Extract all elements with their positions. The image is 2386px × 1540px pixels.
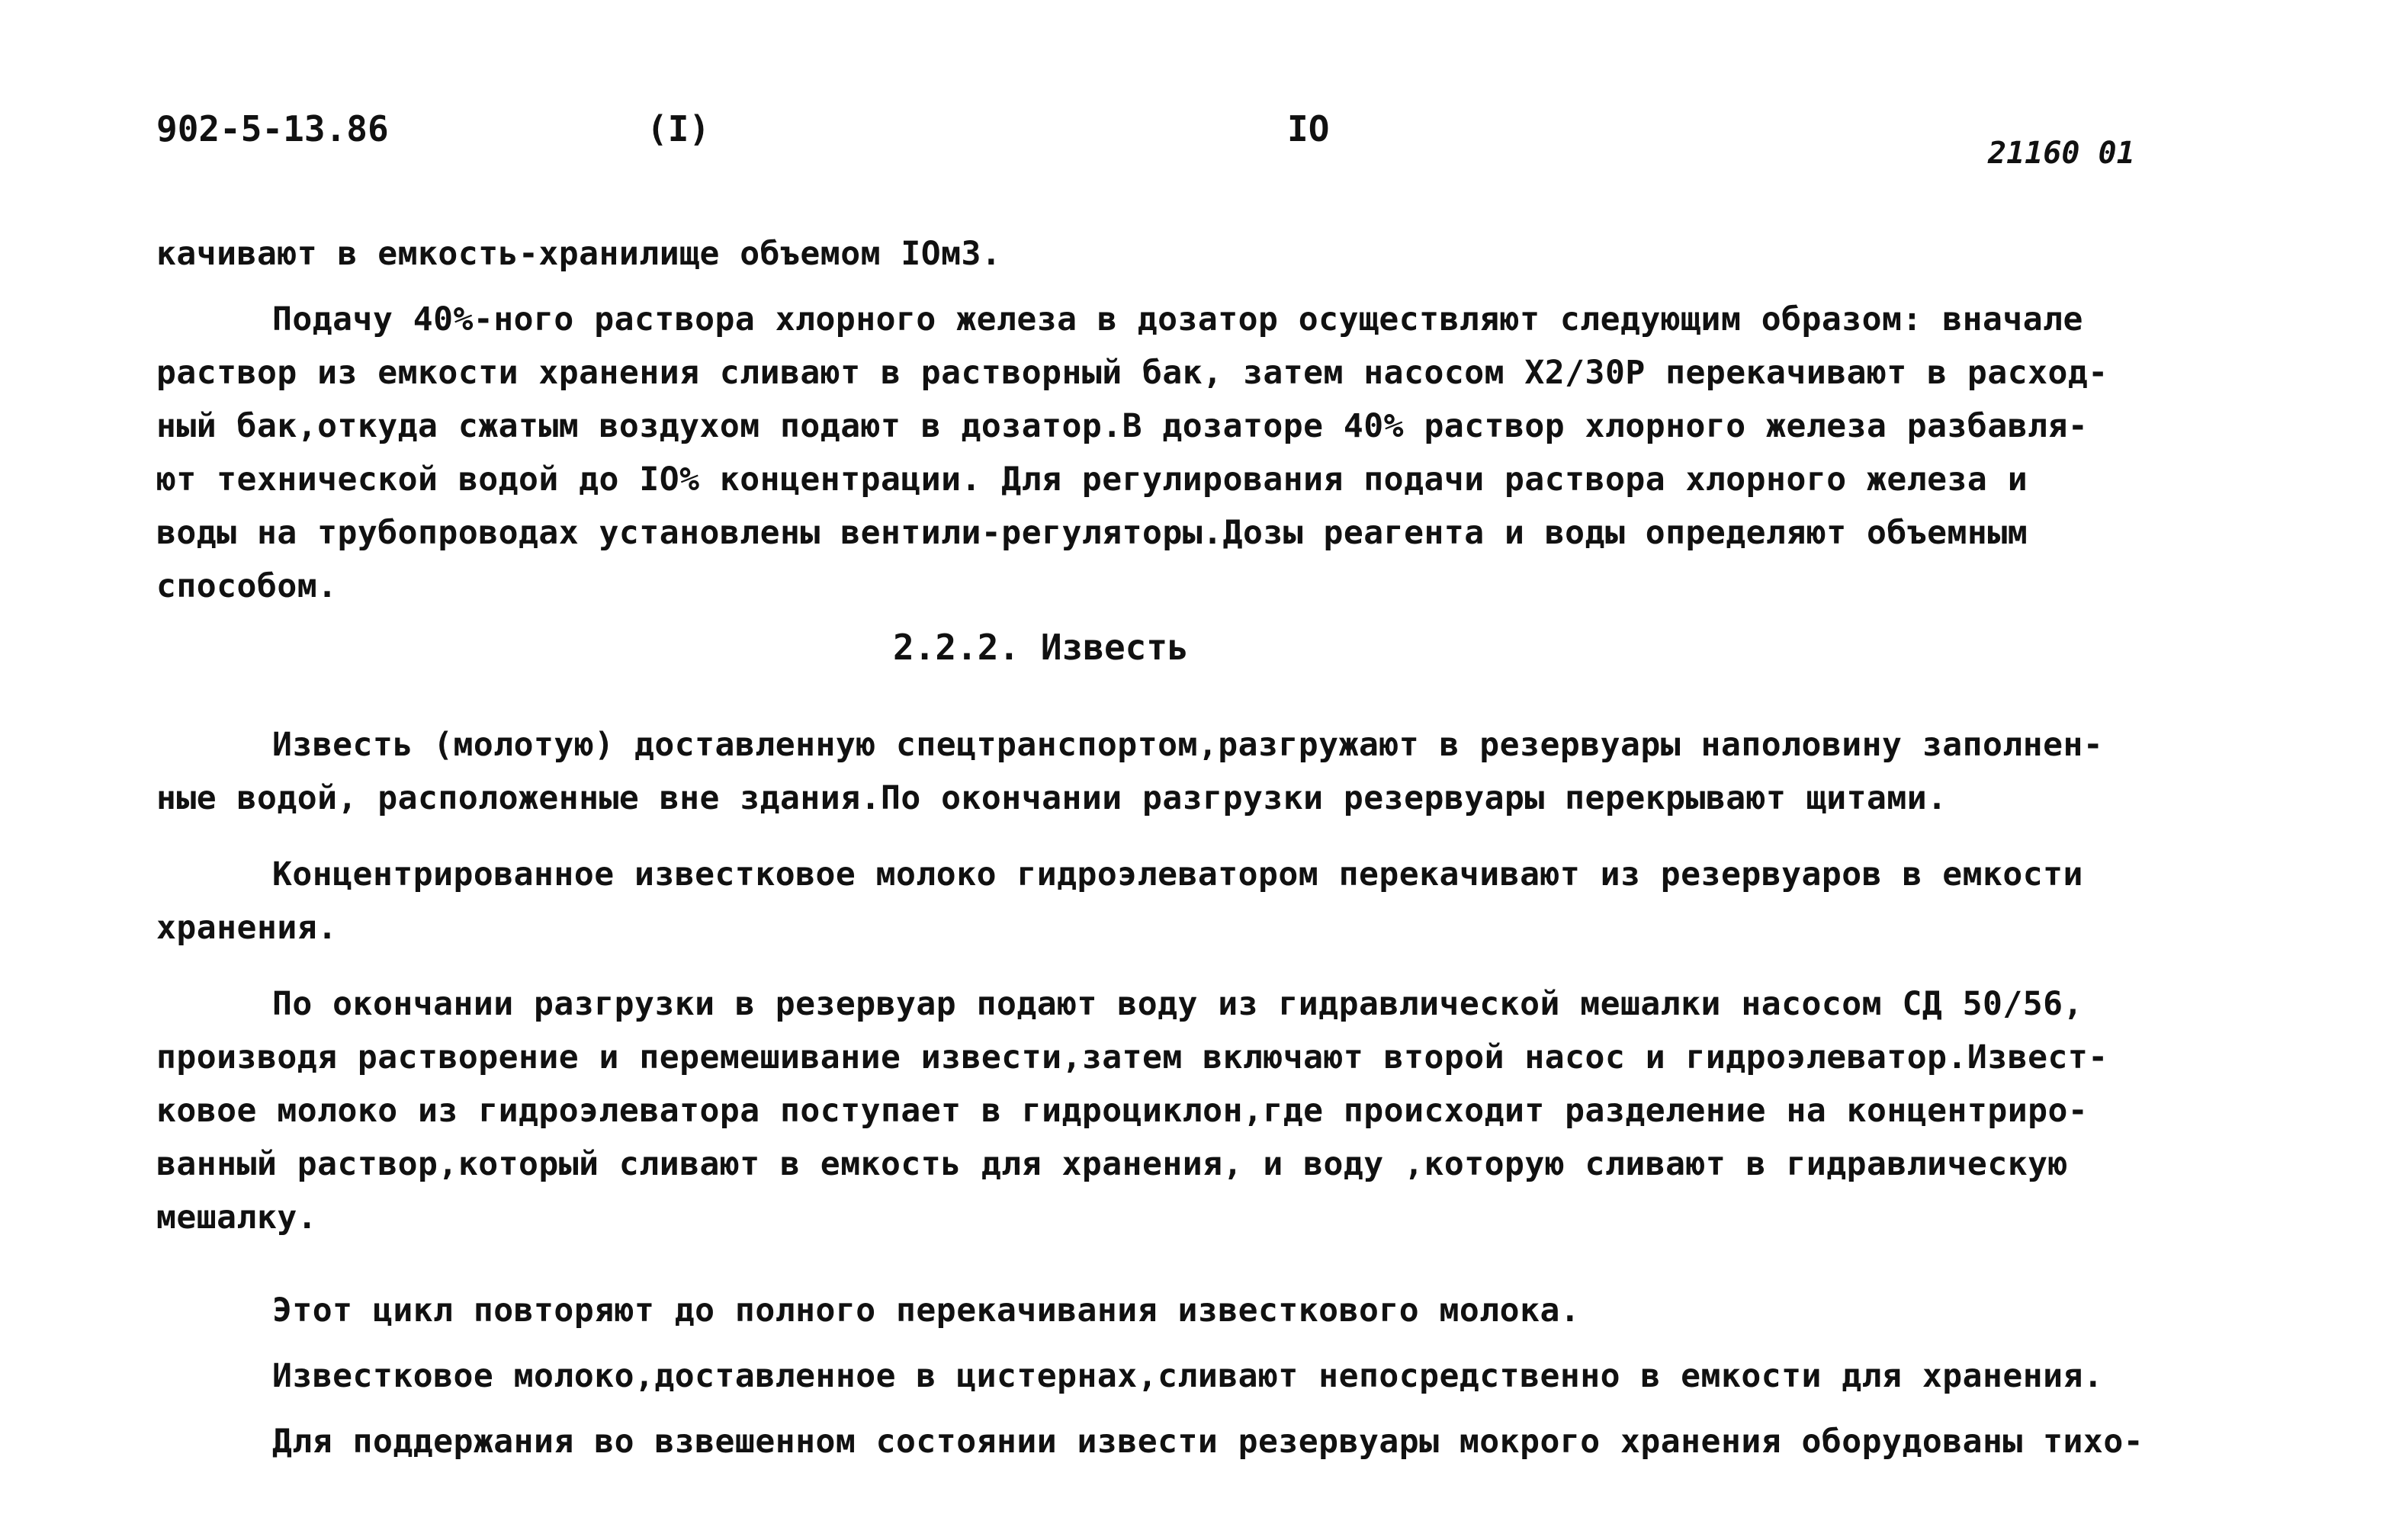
paragraph-5-line: производя растворение и перемешивание извести,затем включают второй насос и гидроэлеватор.Извест- bbox=[156, 1038, 2108, 1076]
paragraph-3-line: ные водой, расположенные вне здания.По окончании разгрузки резервуары перекрывают щитами. bbox=[156, 779, 1948, 817]
paragraph-5-line: ванный раствор,который сливают в емкость для хранения, и воду ,которую сливают в гидравлическую bbox=[156, 1145, 2068, 1183]
paragraph-6-line: Этот цикл повторяют до полного перекачивания известкового молока. bbox=[272, 1291, 1581, 1330]
paragraph-8 bbox=[156, 1415, 2261, 1468]
paragraph-2-line: Подачу 40%-ного раствора хлорного железа в дозатор осуществляют следующим образом: вначале bbox=[272, 300, 2083, 338]
inventory-number: 21160 01 bbox=[1988, 136, 2135, 171]
paragraph-2-line: ют технической водой до IO% концентрации. Для регулирования подачи раствора хлорного железа и bbox=[156, 460, 2028, 499]
paragraph-4-line: хранения. bbox=[156, 909, 338, 947]
paragraph-5-line: По окончании разгрузки в резервуар подают воду из гидравлической мешалки насосом СД 50/56, bbox=[272, 985, 2083, 1023]
paragraph-5 bbox=[156, 977, 2261, 1244]
page-number: IO bbox=[1287, 108, 1330, 149]
paragraph-4-line: Концентрированное известковое молоко гидроэлеватором перекачивают из резервуаров в емкости bbox=[272, 855, 2083, 894]
paragraph-6 bbox=[156, 1284, 2261, 1337]
section-heading: 2.2.2. Известь bbox=[893, 627, 1189, 668]
paragraph-5-line: мешалку. bbox=[156, 1198, 318, 1237]
paragraph-2-line: ный бак,откуда сжатым воздухом подают в дозатор.В дозаторе 40% раствор хлорного железа разбавля- bbox=[156, 407, 2089, 445]
paragraph-2-line: способом. bbox=[156, 567, 338, 605]
document-code: 902-5-13.86 bbox=[156, 108, 389, 149]
paragraph-2 bbox=[156, 293, 2261, 613]
paragraph-3-line: Известь (молотую) доставленную спецтранспортом,разгружают в резервуары наполовину заполнен- bbox=[272, 726, 2104, 764]
paragraph-2-line: воды на трубопроводах установлены вентили-регуляторы.Дозы реагента и воды определяют объемным bbox=[156, 514, 2028, 552]
body-text bbox=[156, 227, 2261, 1468]
part-number: (I) bbox=[647, 108, 711, 149]
paragraph-7-line: Известковое молоко,доставленное в цистернах,сливают непосредственно в емкости для хранения. bbox=[272, 1357, 2104, 1395]
paragraph-2-line: раствор из емкости хранения сливают в растворный бак, затем насосом Х2/30Р перекачивают в расход- bbox=[156, 354, 2108, 392]
paragraph-1-line: качивают в емкость-хранилище объемом IOм3. bbox=[156, 235, 1002, 273]
paragraph-7 bbox=[156, 1349, 2261, 1403]
paragraph-3 bbox=[156, 718, 2261, 825]
paragraph-4 bbox=[156, 848, 2261, 954]
paragraph-5-line: ковое молоко из гидроэлеватора поступает в гидроциклон,где происходит разделение на концентриро- bbox=[156, 1092, 2089, 1130]
paragraph-8-line: Для поддержания во взвешенном состоянии извести резервуары мокрого хранения оборудованы тихо- bbox=[272, 1423, 2144, 1461]
